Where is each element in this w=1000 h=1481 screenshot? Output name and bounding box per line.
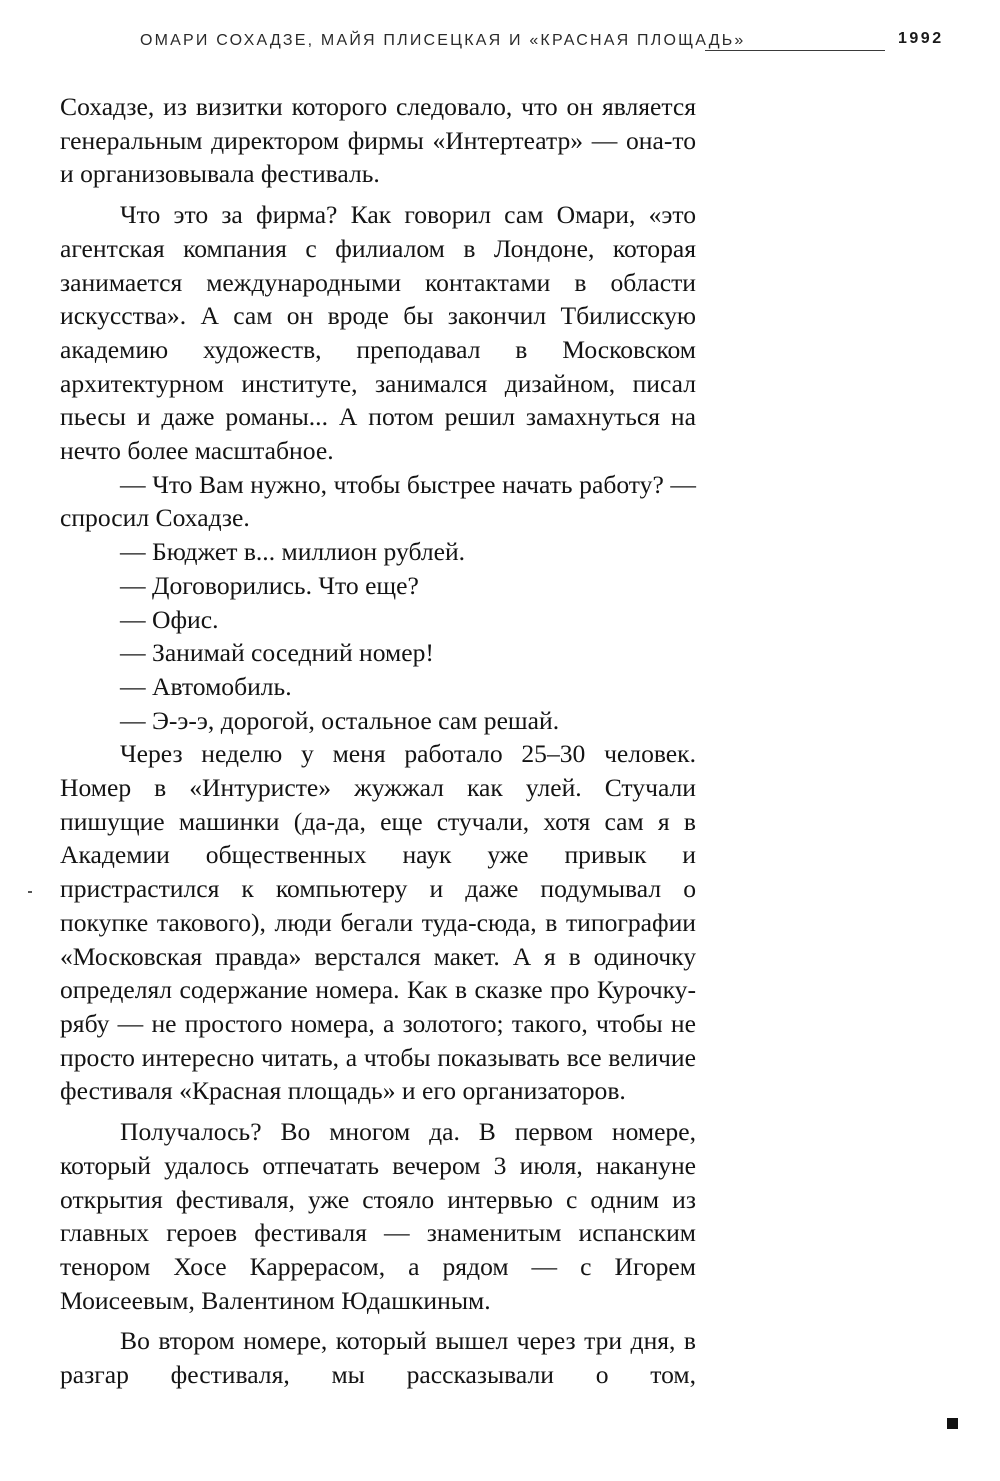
paragraph: Во втором номере, который вышел через три дня, в разгар фестиваля, мы рассказывали о том, (60, 1326, 696, 1390)
paragraph: Получалось? Во многом да. В первом номере, который удалось отпечатать вечером 3 июля, накануне открытия фестиваля, уже стояло интервью с одним из главных героев фестиваля — знаменитым испанским тенором Хосе Каррерасом, а рядом — с Игорем Моисеевым, Валентином Юдашкиным. (60, 1117, 696, 1315)
stray-mark (28, 891, 32, 893)
paragraph: — Договорились. Что еще? (120, 570, 419, 600)
end-mark-icon (947, 1418, 958, 1429)
paragraph: — Бюджет в... миллион рублей. (120, 537, 466, 567)
header-rule (705, 50, 885, 51)
body-text (60, 90, 696, 1392)
paragraph: — Офис. (120, 604, 219, 634)
paragraph: — Занимай соседний номер! (120, 638, 434, 668)
paragraph: Через неделю у меня работало 25–30 человек. Номер в «Интуристе» жужжал как улей. Стучали пишущие машинки (да-да, еще стучали, хотя сам я в Академии общественных наук уже привык и пристрастился к компьютеру и даже подумывал о покупке такового), люди бегали туда-сюда, в типографии «Московская правда» верстался макет. А я в одиночку определял содержание номера. Как в сказке про Курочку-рябу — не простого номера, а золотого; такого, чтобы не просто интересно читать, а чтобы показывать все величие фестиваля «Красная площадь» и его организаторов. (60, 739, 696, 1106)
paragraph: — Автомобиль. (120, 671, 292, 701)
paragraph: Что это за фирма? Как говорил сам Омари, «это агентская компания с филиалом в Лондоне, которая занимается международными контактами в области искусства». А сам он вроде бы закончил Тбилисскую академию художеств, преподавал в Московском архитектурном институте, занимался дизайном, писал пьесы и даже романы... А потом решил замахнуться на нечто более масштабное. (60, 200, 696, 466)
page-number: 1992 (898, 30, 944, 47)
paragraph: — Что Вам нужно, чтобы быстрее начать работу? — спросил Сохадзе. (60, 469, 696, 533)
paragraph: Сохадзе, из визитки которого следовало, что он является генеральным директором фирмы «Интертеатр» — она-то и организовывала фестиваль. (60, 92, 696, 189)
running-head: ОМАРИ СОХАДЗЕ, МАЙЯ ПЛИСЕЦКАЯ И «КРАСНАЯ ПЛОЩАДЬ» (140, 32, 746, 49)
paragraph: — Э-э-э, дорогой, остальное сам решай. (120, 705, 560, 735)
